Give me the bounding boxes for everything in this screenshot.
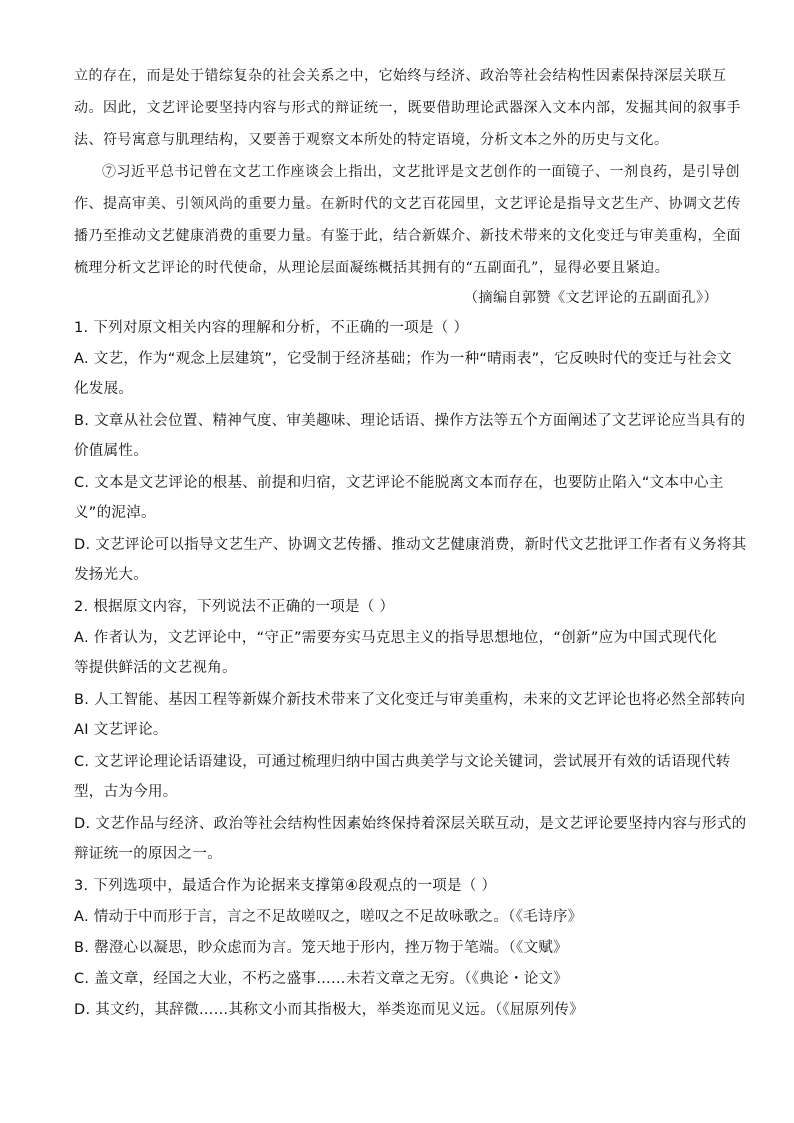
question-2-option-d-cont: 辩证统一的原因之一。: [74, 846, 222, 862]
question-3-option-d: D. 其文约，其辞微……其称文小而其指极大，举类迩而见义远。（《屈原列传》: [74, 1002, 584, 1018]
question-1-option-d-cont: 发扬光大。: [74, 567, 148, 583]
passage-line: 作、提高审美、引领风尚的重要力量。在新时代的文艺百花园里，文艺评论是指导文艺生产、协调文艺传: [74, 196, 741, 212]
passage-line: 动。因此，文艺评论要坚持内容与形式的辩证统一，既要借助理论武器深入文本内部，发掘其间的叙事手: [74, 100, 741, 116]
question-1-option-c: C. 文本是文艺评论的根基、前提和归宿，文艺评论不能脱离文本而存在，也要防止陷入“文本中心主: [74, 475, 724, 491]
question-3-option-c: C. 盖文章，经国之大业，不朽之盛事……未若文章之无穷。（《典论・论文》: [74, 971, 569, 987]
passage-line: 梳理分析文艺评论的时代使命，从理论层面凝练概括其拥有的“五副面孔”，显得必要且紧迫。: [74, 260, 670, 276]
question-2-option-d: D. 文艺作品与经济、政治等社会结构性因素始终保持着深层关联互动，是文艺评论要坚持内容与形式的: [74, 816, 747, 832]
passage-line: 立的存在，而是处于错综复杂的社会关系之中，它始终与经济、政治等社会结构性因素保持深层关联互: [74, 68, 727, 84]
question-2-option-b: B. 人工智能、基因工程等新媒介新技术带来了文化变迁与审美重构，未来的文艺评论也将必然全部转向: [74, 692, 746, 708]
question-3-option-a: A. 情动于中而形于言，言之不足故嗟叹之，嗟叹之不足故咏歌之。（《毛诗序》: [74, 909, 583, 925]
question-2-option-a-cont: 等提供鲜活的文艺视角。: [74, 660, 237, 676]
question-2-option-c: C. 文艺评论理论话语建设，可通过梳理归纳中国古典美学与文论关键词，尝试展开有效的话语现代转: [74, 754, 731, 770]
passage-source: （摘编自郭赞《文艺评论的五副面孔》）: [464, 290, 718, 306]
question-2-option-c-cont: 型，古为今用。: [74, 784, 178, 800]
question-1-option-b-cont: 价值属性。: [74, 443, 148, 459]
question-1-option-a: A. 文艺，作为“观念上层建筑”，它受制于经济基础；作为一种“晴雨表”，它反映时代的变迁与社会文: [74, 351, 732, 367]
passage-line: 播乃至推动文艺健康消费的重要力量。有鉴于此，结合新媒介、新技术带来的文化变迁与审美重构，全面: [74, 228, 741, 244]
question-1-option-d: D. 文艺评论可以指导文艺生产、协调文艺传播、推动文艺健康消费，新时代文艺批评工作者有义务将其: [74, 537, 747, 553]
question-1-option-a-cont: 化发展。: [74, 381, 134, 397]
question-2-option-b-cont: AI 文艺评论。: [74, 722, 168, 738]
question-3-option-b: B. 罄澄心以凝思，眇众虑而为言。笼天地于形内，挫万物于笔端。（《文赋》: [74, 940, 568, 956]
question-2-stem: 2. 根据原文内容，下列说法不正确的一项是（ ）: [74, 599, 395, 615]
question-2-option-a: A. 作者认为，文艺评论中，“守正”需要夯实马克思主义的指导思想地位，“创新”应为中国式现代化: [74, 630, 718, 646]
question-1-option-c-cont: 义”的泥淖。: [74, 505, 156, 521]
question-1-option-b: B. 文章从社会位置、精神气度、审美趣味、理论话语、操作方法等五个方面阐述了文艺评论应当具有的: [74, 413, 746, 429]
question-3-stem: 3. 下列选项中，最适合作为论据来支撑第④段观点的一项是（ ）: [74, 878, 497, 894]
passage-line: 法、符号寓意与肌理结构，又要善于观察文本所处的特定语境，分析文本之外的历史与文化。: [74, 132, 669, 148]
passage-paragraph-7-start: ⑦习近平总书记曾在文艺工作座谈会上指出，文艺批评是文艺创作的一面镜子、一剂良药，是引导创: [102, 164, 740, 180]
question-1-stem: 1. 下列对原文相关内容的理解和分析，不正确的一项是（ ）: [74, 320, 469, 336]
